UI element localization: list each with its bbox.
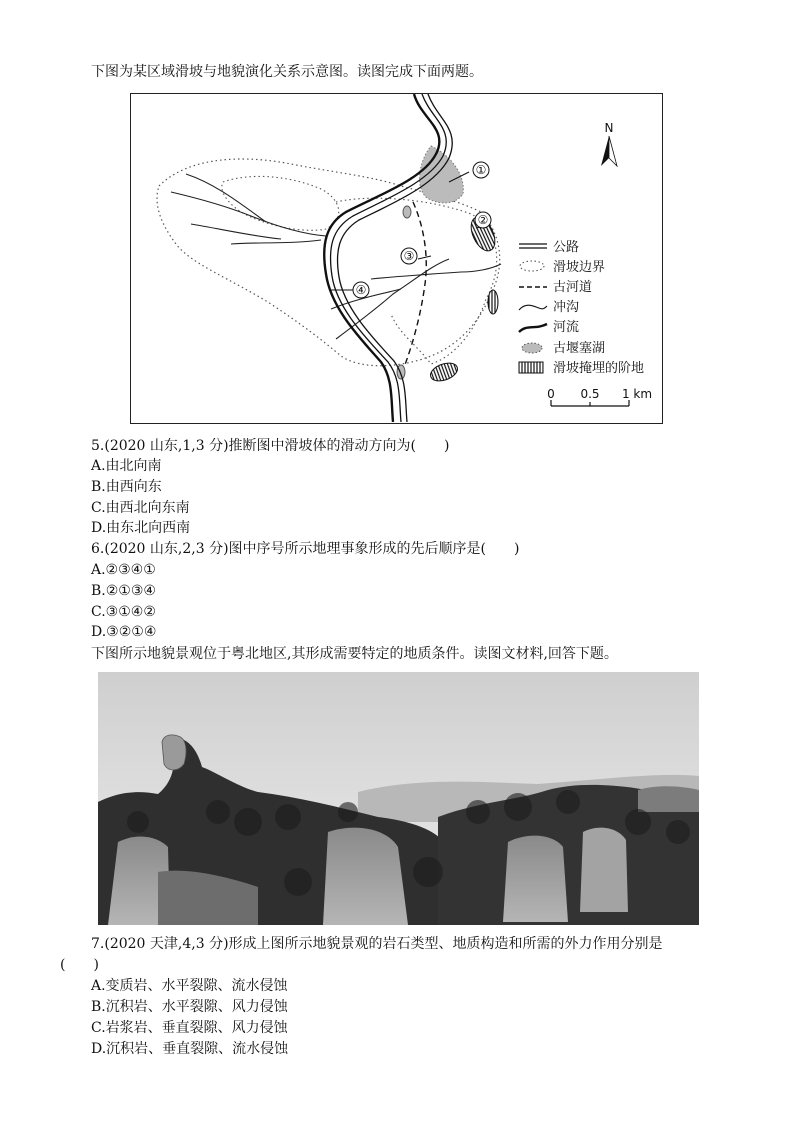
marker-4: ④ [355, 283, 367, 297]
legend-river: 河流 [553, 320, 580, 335]
q7-stem-line1: 7.(2020 天津,4,3 分)形成上图所示地貌景观的岩石类型、地质构造和所需的外力作用分别是 [91, 936, 663, 952]
q7-option-a[interactable]: A.变质岩、水平裂隙、流水侵蚀 [91, 978, 288, 994]
marker-2: ② [477, 213, 489, 227]
legend-road: 公路 [553, 240, 580, 255]
scale-tick-half: 0.5 [580, 387, 600, 401]
q7-option-d[interactable]: D.沉积岩、垂直裂隙、流水侵蚀 [91, 1041, 289, 1057]
q7-stem-line2: ( ) [60, 957, 99, 973]
north-label: N [604, 121, 614, 135]
landslide-map [131, 94, 661, 422]
q6-option-b[interactable]: B.②①③④ [91, 583, 156, 599]
map-legend [519, 240, 644, 376]
scale-tick-0: 0 [547, 387, 555, 401]
legend-gully: 冲沟 [553, 300, 580, 315]
landslide-map-figure [130, 93, 663, 424]
q5-option-c[interactable]: C.由西北向东南 [91, 500, 190, 516]
marker-1: ① [475, 163, 487, 177]
q7-option-b[interactable]: B.沉积岩、水平裂隙、风力侵蚀 [91, 999, 288, 1015]
q6-option-c[interactable]: C.③①④② [91, 604, 156, 620]
north-arrow-icon [601, 136, 617, 166]
q5-stem: 5.(2020 山东,1,3 分)推断图中滑坡体的滑动方向为( ) [91, 438, 450, 454]
buried-terrace-east [488, 290, 498, 314]
dammed-lake-small [403, 206, 411, 218]
legend-boundary: 滑坡边界 [553, 260, 606, 275]
marker-3: ③ [403, 249, 415, 263]
legend-ancient-channel: 古河道 [553, 280, 593, 295]
q5-option-a[interactable]: A.由北向南 [91, 458, 162, 474]
scale-tick-1km: 1 km [621, 387, 653, 401]
legend-dammed-lake: 古堰塞湖 [553, 341, 606, 356]
danxia-landform-photo [98, 672, 699, 925]
legend-buried-terrace: 滑坡掩埋的阶地 [553, 361, 645, 376]
intro-text-photo: 下图所示地貌景观位于粤北地区,其形成需要特定的地质条件。读图文材料,回答下题。 [91, 646, 618, 662]
buried-terrace-south [428, 360, 460, 385]
intro-text-map: 下图为某区域滑坡与地貌演化关系示意图。读图完成下面两题。 [91, 64, 483, 80]
q5-option-d[interactable]: D.由东北向西南 [91, 520, 191, 536]
q7-option-c[interactable]: C.岩浆岩、垂直裂隙、风力侵蚀 [91, 1020, 288, 1036]
q6-option-d[interactable]: D.③②①④ [91, 624, 157, 640]
q6-stem: 6.(2020 山东,2,3 分)图中序号所示地理事象形成的先后顺序是( ) [91, 541, 520, 557]
scale-bar [547, 387, 652, 406]
q5-option-b[interactable]: B.由西向东 [91, 479, 162, 495]
q6-option-a[interactable]: A.②③④① [91, 562, 156, 578]
